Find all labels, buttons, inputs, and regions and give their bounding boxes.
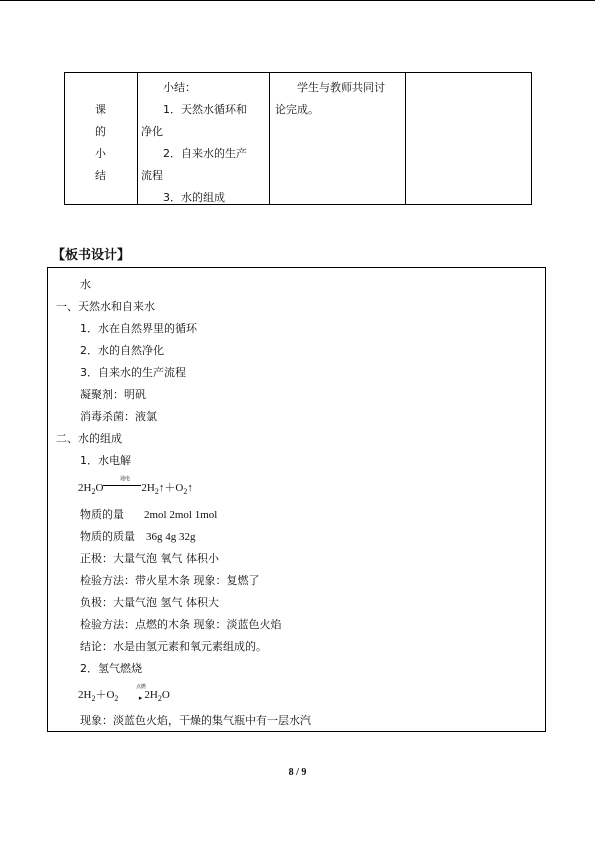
board-line: 1．水电解 <box>80 454 131 467</box>
page-number: 8 / 9 <box>288 767 307 778</box>
amount-values: 2mol 2mol 1mol <box>144 509 218 521</box>
board-title: 水 <box>80 278 91 291</box>
board-design-box <box>47 267 546 732</box>
board-line: 一、天然水和自来水 <box>56 300 155 313</box>
label-column <box>65 73 138 204</box>
summary-item: 净化 <box>141 125 163 138</box>
summary-item: 2．自来水的生产 <box>163 147 247 160</box>
summary-item: 3．水的组成 <box>163 191 225 204</box>
board-line: 2．水的自然净化 <box>80 344 164 357</box>
board-line: 结论：水是由氢元素和氧元素组成的。 <box>80 640 267 653</box>
board-line: 检验方法：点燃的木条 现象：淡蓝色火焰 <box>80 618 282 631</box>
content-column <box>137 73 270 204</box>
board-section-title: 【板书设计】 <box>52 248 131 263</box>
activity-column <box>269 73 406 204</box>
activity-text: 论完成。 <box>275 103 319 116</box>
board-line: 二、水的组成 <box>56 432 122 445</box>
activity-text: 学生与教师共同讨 <box>297 81 385 94</box>
summary-heading: 小结： <box>163 81 196 94</box>
label-char: 课 <box>95 103 106 116</box>
top-rule <box>0 0 595 1</box>
combustion-equation: $2H_2+O_2$ ▸ $2H_2O$ <box>78 689 170 704</box>
board-line: 3．自来水的生产流程 <box>80 366 186 379</box>
label-char: 的 <box>95 125 106 138</box>
summary-table <box>64 72 532 205</box>
board-line: 2．氢气燃烧 <box>80 662 142 675</box>
mass-values: 36g 4g 32g <box>146 531 196 543</box>
board-line: 消毒杀菌：液氯 <box>80 410 157 423</box>
eq1-condition: 通电 <box>120 476 131 482</box>
summary-item: 流程 <box>141 169 163 182</box>
reaction-arrow <box>103 485 141 486</box>
electrolysis-equation: $2H_2O$ $2H_2↑+O_2↑$ <box>78 482 193 497</box>
board-line: 负极：大量气泡 氢气 体积大 <box>80 596 219 609</box>
board-line: 物质的质量 <box>80 530 135 543</box>
summary-item: 1．天然水循环和 <box>163 103 247 116</box>
board-line: 凝聚剂：明矾 <box>80 388 146 401</box>
board-line: 正极：大量气泡 氧气 体积小 <box>80 552 219 565</box>
empty-column <box>405 73 531 204</box>
label-char: 小 <box>95 147 106 160</box>
board-line: 1．水在自然界里的循环 <box>80 322 197 335</box>
board-line: 物质的量 <box>80 508 124 521</box>
label-char: 结 <box>95 169 106 182</box>
board-line: 现象：淡蓝色火焰，干燥的集气瓶中有一层水汽 <box>80 714 311 727</box>
eq2-condition: 点燃 <box>136 684 147 690</box>
board-line: 检验方法：带火星木条 现象：复燃了 <box>80 574 260 587</box>
